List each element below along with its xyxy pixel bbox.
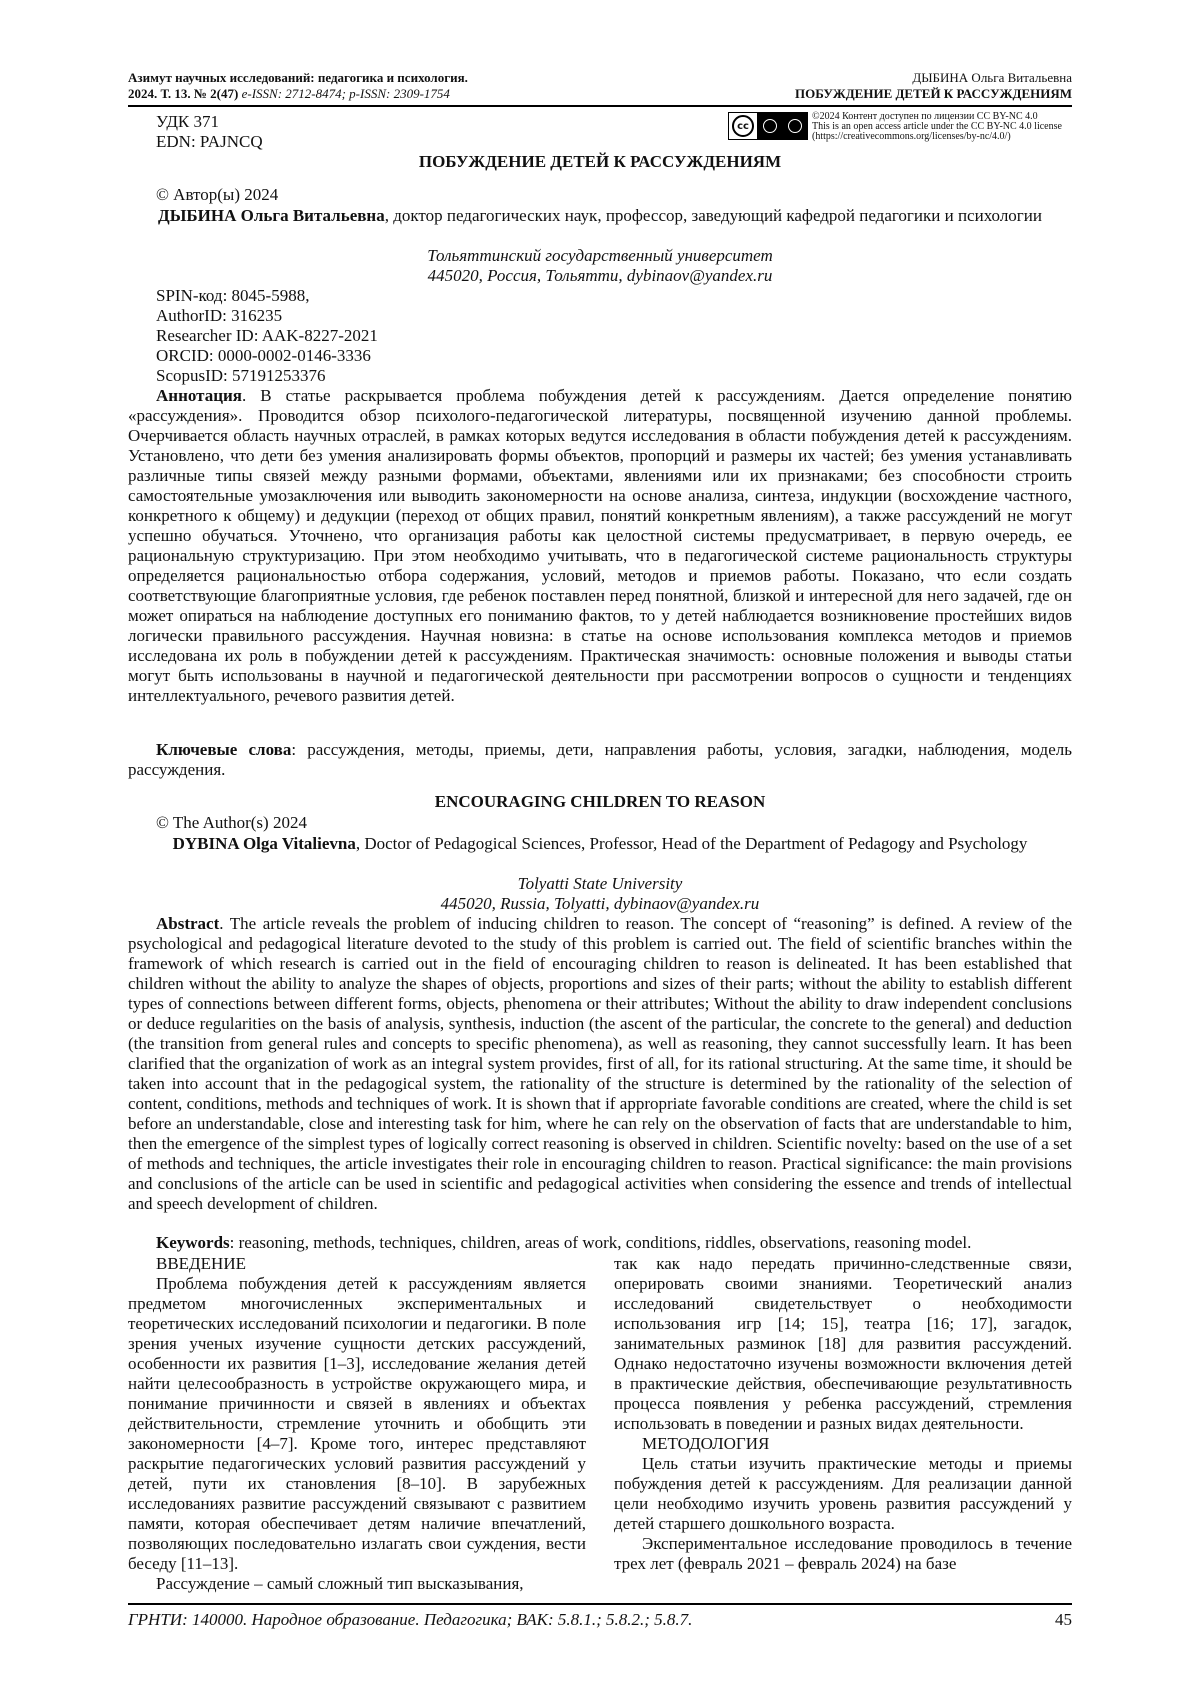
- footer-divider: [128, 1603, 1072, 1605]
- section-heading-methodology: МЕТОДОЛОГИЯ: [642, 1434, 770, 1453]
- abstract-label-en: Abstract: [156, 914, 220, 933]
- cc-icon: cc: [732, 115, 754, 137]
- journal-volume: 2024. Т. 13. № 2(47): [128, 86, 239, 101]
- paragraph-intro-2: Рассуждение – самый сложный тип высказывания,: [156, 1574, 524, 1593]
- journal-issn: e-ISSN: 2712-8474; p-ISSN: 2309-1754: [238, 86, 450, 101]
- header-divider: [128, 105, 1072, 107]
- journal-issue: [128, 86, 468, 102]
- article-title-ru: ПОБУЖДЕНИЕ ДЕТЕЙ К РАССУЖДЕНИЯМ: [418, 152, 782, 171]
- section-heading-introduction: ВВЕДЕНИЕ: [156, 1254, 246, 1273]
- researcher-id: Researcher ID: AAK-8227-2021: [156, 326, 378, 345]
- paragraph-intro-1: Проблема побуждения детей к рассуждениям является предметом многочисленных экспериментальных и теоретических исследований психологии и педагогики. В поле зрения ученых изучение сущности детских рассуждений, особенности их развития [1–3], исследование желания детей найти целесообразность в устройстве окружающего мира, и понимание причинности и связей в явлениях и объектах действительности, стремление уточнить и обобщить эти закономерности [4–7]. Кроме того, интерес представляют раскрытие педагогических условий развития рассуждений у детей, пути их становления [8–10]. В зарубежных исследованиях развитие рассуждений связывают с развитием памяти, которая обеспечивает детям наличие впечатлений, позволяющих последовательно излагать свои суждения, вести беседу [11–13].: [128, 1274, 586, 1573]
- address-ru: 445020, Россия, Тольятти, dybinaov@yandex.ru: [427, 266, 773, 285]
- license-line-en: This is an open access article under the CC BY-NC 4.0 license: [812, 121, 1062, 132]
- by-icon: [763, 119, 777, 133]
- paragraph-method-1: Цель статьи изучить практические методы и приемы побуждения детей к рассуждениям. Для реализации данной цели необходимо изучить уровень развития рассуждений у детей старшего дошкольного возраста.: [614, 1454, 1072, 1533]
- keywords-en: [128, 1233, 1072, 1253]
- author-name-ru: ДЫБИНА Ольга Витальевна: [158, 206, 385, 225]
- running-header-left: [128, 70, 468, 102]
- abstract-label-ru: Аннотация: [156, 386, 242, 405]
- article-title-en: ENCOURAGING CHILDREN TO REASON: [434, 792, 766, 811]
- keywords-ru: [128, 740, 1072, 780]
- keywords-text-ru: : рассуждения, методы, приемы, дети, направления работы, условия, загадки, наблюдения, модель рассуждения.: [128, 740, 1072, 779]
- abstract-en: [128, 914, 1072, 1214]
- author-ids: [156, 286, 378, 386]
- address-en: 445020, Russia, Tolyatti, dybinaov@yandex.ru: [440, 894, 760, 913]
- author-name-en: DYBINA Olga Vitalievna: [172, 834, 356, 853]
- author-id: AuthorID: 316235: [156, 306, 283, 325]
- udk-block: [156, 112, 263, 152]
- university-en: Tolyatti State University: [517, 874, 683, 893]
- paragraph-intro-continued: так как надо передать причинно-следственные связи, оперировать своими знаниями. Теоретический анализ исследований свидетельствует о необходимости использования игр [14; 15], театра [16; 17], загадок, занимательных разминок [18] для развития рассуждений. Однако недостаточно изучены возможности включения детей в практические действия, обеспечивающие результативность процесса появления у ребенка рассуждений, стремления использовать в поведении и разных видах деятельности.: [614, 1254, 1072, 1433]
- keywords-label-ru: Ключевые слова: [156, 740, 292, 759]
- copyright-en: © The Author(s) 2024: [156, 813, 307, 832]
- university-ru: Тольяттинский государственный университет: [427, 246, 773, 265]
- running-header-right: [795, 70, 1072, 102]
- running-author: ДЫБИНА Ольга Витальевна: [912, 70, 1072, 85]
- author-desc-en: , Doctor of Pedagogical Sciences, Professor, Head of the Department of Pedagogy and Psychology: [355, 834, 1028, 853]
- license-link[interactable]: (https://creativecommons.org/licenses/by-nc/4.0/): [812, 131, 1011, 142]
- cc-by-nc-badge: [728, 112, 808, 140]
- license-line-ru: ©2024 Контент доступен по лицензии CC BY-NC 4.0: [812, 111, 1038, 122]
- abstract-text-en: . The article reveals the problem of inducing children to reason. The concept of “reasoning” is defined. A review of the psychological and pedagogical literature devoted to the study of this problem is carried out. The field of scientific branches within the framework of which research is carried out in the field of encouraging children to reason is delineated. It has been established that children without the ability to analyze the shapes of objects, proportions and sizes of their parts; without the ability to establish different types of connections between different forms, objects, phenomena or their attributes; Without the ability to draw independent conclusions or deduce regularities on the basis of analysis, synthesis, induction (the ascent of the particular, the concrete to the general) and deduction (the transition from general rules and concepts to specific phenomena), as well as reasoning, they cannot successfully learn. It has been clarified that the organization of work as an integral system provides, first of all, for its rational structuring. At the same time, it should be taken into account that in the pedagogical system, the rationality of the structure is determined by the rationality of the selection of content, conditions, methods and techniques of work. It is shown that if appropriate favorable conditions are created, where the child is set before an understandable, close and interesting task for him, where he can rely on the observation of facts that are understandable to him, then the emergence of the simplest types of logically correct reasoning is observed in children. Scientific novelty: based on the use of a set of methods and techniques, the article investigates their role in encouraging children to reason. Practical significance: the main provisions and conclusions of the article can be used in scientific and pedagogical activities when considering the essence and trends of intellectual and speech development of children.: [128, 914, 1072, 1213]
- spin-id: SPIN-код: 8045-5988,: [156, 286, 310, 305]
- author-info-en: [128, 834, 1072, 854]
- by-nc-icons: [757, 113, 807, 139]
- keywords-label-en: Keywords: [156, 1233, 230, 1252]
- license-text: [812, 112, 1062, 142]
- author-info-ru: [128, 206, 1072, 226]
- edn-code: EDN: PAJNCQ: [156, 132, 263, 151]
- keywords-text-en: : reasoning, methods, techniques, children, areas of work, conditions, riddles, observations, reasoning model.: [229, 1233, 972, 1252]
- scopus-id: ScopusID: 57191253376: [156, 366, 326, 385]
- body-right-column: [614, 1254, 1072, 1574]
- page-number: 45: [1055, 1610, 1072, 1629]
- udk-code: УДК 371: [156, 112, 220, 131]
- journal-name: Азимут научных исследований: педагогика и психология.: [128, 70, 468, 85]
- orcid-id: ORCID: 0000-0002-0146-3336: [156, 346, 371, 365]
- copyright-ru: © Автор(ы) 2024: [156, 185, 279, 204]
- footer-classification: ГРНТИ: 140000. Народное образование. Педагогика; ВАК: 5.8.1.; 5.8.2.; 5.8.7.: [128, 1610, 693, 1629]
- body-left-column: [128, 1254, 586, 1594]
- paragraph-method-2: Экспериментальное исследование проводилось в течение трех лет (февраль 2021 – февраль 2024) на базе: [614, 1534, 1072, 1573]
- running-title: ПОБУЖДЕНИЕ ДЕТЕЙ К РАССУЖДЕНИЯМ: [794, 86, 1072, 101]
- abstract-ru: [128, 386, 1072, 706]
- nc-icon: [788, 119, 802, 133]
- author-desc-ru: , доктор педагогических наук, профессор, заведующий кафедрой педагогики и психологии: [384, 206, 1042, 225]
- license-block: [728, 112, 1062, 142]
- abstract-text-ru: . В статье раскрывается проблема побуждения детей к рассуждениям. Дается определение понятию «рассуждения». Проводится обзор психолого-педагогической литературы, посвященной изучению данной проблемы. Очерчивается область научных отраслей, в рамках которых ведутся исследования в области побуждения детей к рассуждениям. Установлено, что дети без умения анализировать формы объектов, пропорций и размеры их частей; без умения устанавливать различные типы связей между разными формами, объектами, явлениями или их признаками; без способности строить самостоятельные умозаключения или выводить закономерности на основе анализа, синтеза, индукции (восхождение частного, конкретного к общему) и дедукции (переход от общих правил, понятий конкретным явлениям), а также рассуждений не могут успешно обучаться. Уточнено, что организация работы как целостной системы предусматривает, в первую очередь, ее рациональную структуризацию. При этом необходимо учитывать, что в педагогической системе рациональность структуры определяется рациональностью отбора содержания, условий, методов и приемов работы. Показано, что если создать соответствующие благоприятные условия, где ребенок поставлен перед понятной, близкой и интересной для него задачей, где он может опираться на наблюдение доступных его пониманию фактов, то у детей наблюдается возникновение простейших видов логически правильного рассуждения. Научная новизна: в статье на основе использования комплекса методов и приемов исследована их роль в побуждении детей к рассуждениям. Практическая значимость: основные положения и выводы статьи могут быть использованы в научной и педагогической деятельности при рассмотрении вопросов о сущности и тенденциях интеллектуального, речевого развития детей.: [128, 386, 1072, 705]
